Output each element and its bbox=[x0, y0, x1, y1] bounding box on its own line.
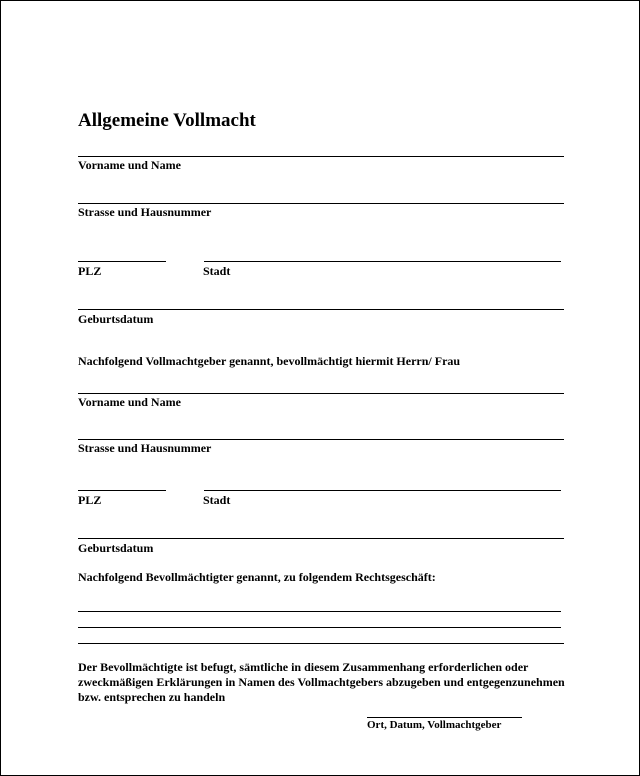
document-title: Allgemeine Vollmacht bbox=[78, 110, 256, 131]
transaction-line-1[interactable] bbox=[78, 611, 561, 612]
giver-city-label: Stadt bbox=[203, 264, 231, 278]
giver-zip-line[interactable] bbox=[78, 261, 166, 262]
transaction-text: Nachfolgend Bevollmächtigter genannt, zu folgendem Rechtsgeschäft: bbox=[78, 570, 436, 584]
transaction-line-2[interactable] bbox=[78, 627, 561, 628]
giver-street-label: Strasse und Hausnummer bbox=[78, 205, 212, 219]
giver-name-label: Vorname und Name bbox=[78, 158, 181, 172]
signature-label: Ort, Datum, Vollmachtgeber bbox=[367, 719, 502, 731]
giver-birthdate-line[interactable] bbox=[78, 309, 564, 310]
signature-line[interactable] bbox=[367, 717, 522, 718]
receiver-street-label: Strasse und Hausnummer bbox=[78, 441, 212, 455]
receiver-name-label: Vorname und Name bbox=[78, 395, 181, 409]
receiver-zip-line[interactable] bbox=[78, 490, 166, 491]
authorization-paragraph: Der Bevollmächtigte ist befugt, sämtliche in diesem Zusammenhang erforderlichen oder zweckmäßigen Erklärungen in Namen des Vollmachtgebers abzugeben und entgegenzunehmen bzw. entsprechen zu handeln bbox=[78, 660, 565, 704]
giver-street-line[interactable] bbox=[78, 203, 564, 204]
giver-zip-label: PLZ bbox=[78, 264, 102, 278]
receiver-birthdate-line[interactable] bbox=[78, 538, 564, 539]
giver-city-line[interactable] bbox=[204, 261, 561, 262]
giver-name-line[interactable] bbox=[78, 156, 564, 157]
receiver-city-line[interactable] bbox=[204, 490, 561, 491]
giver-birthdate-label: Geburtsdatum bbox=[78, 312, 154, 326]
receiver-city-label: Stadt bbox=[203, 493, 231, 507]
transaction-line-3[interactable] bbox=[78, 643, 564, 644]
authorizes-text: Nachfolgend Vollmachtgeber genannt, bevollmächtigt hiermit Herrn/ Frau bbox=[78, 354, 461, 368]
receiver-street-line[interactable] bbox=[78, 439, 564, 440]
receiver-zip-label: PLZ bbox=[78, 493, 102, 507]
receiver-name-line[interactable] bbox=[78, 393, 564, 394]
receiver-birthdate-label: Geburtsdatum bbox=[78, 541, 154, 555]
